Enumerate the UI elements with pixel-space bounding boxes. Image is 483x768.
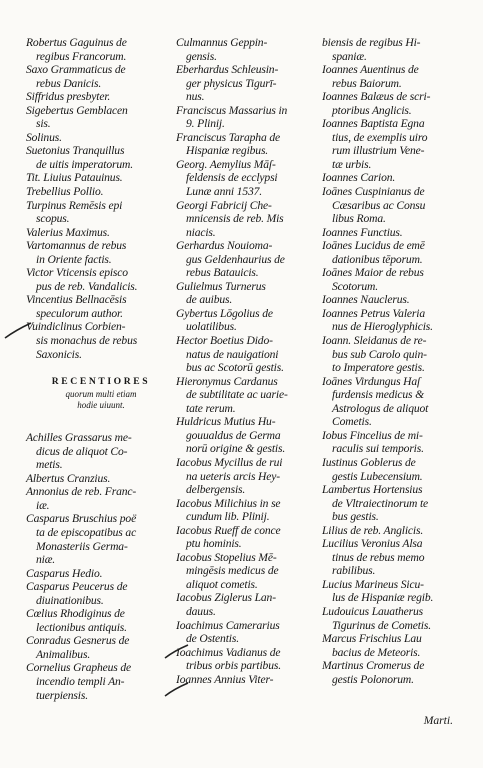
entry-line: Vartomannus de rebus [26,239,127,253]
margin-mark-vincentius [2,318,34,342]
catalog-entry [26,485,176,512]
entry-line: ger physicus Tigurī- [186,76,277,90]
entry-line: tius, de exemplis uiro [332,130,428,144]
entry-line: Tigurinus de Cometis. [332,618,431,632]
entry-line: tribus orbis partibus. [186,659,281,673]
entry-line: Ioānes Cuspinianus de [322,185,425,199]
entry-line: Cœlius Rhodiginus de [26,607,125,621]
catalog-entry [176,239,326,280]
entry-line: Ioannes Annius Viter- [176,672,274,686]
catalog-entry [26,512,176,566]
entry-line: iæ. [36,498,50,512]
entry-line: to Imperatore gestis. [332,361,425,375]
entry-line: Martinus Cromerus de [322,659,425,673]
entry-line: Ioannes Functius. [322,225,403,239]
catalog-entry [176,646,326,673]
entry-line: furdensis medicus & [332,388,425,402]
entry-line: Gerhardus Nouioma- [176,239,273,253]
entry-line: bus sub Carolo quin- [332,347,427,361]
catalog-entry [26,661,176,702]
catalog-entry [26,36,176,63]
entry-line: Iacobus Mycillus de rui [176,455,283,469]
entry-line: scopus. [36,212,70,226]
entry-line: Georgi Fabricij Che- [176,198,272,212]
entry-line: Suetonius Tranquillus [26,144,125,158]
entry-line: Solinus. [26,130,62,144]
catalog-entry [176,673,326,687]
catalog-entry [322,185,480,226]
entry-line: Franciscus Massarius in [176,103,288,117]
entry-line: bus gestis. [332,510,379,524]
entry-line: rum illustrium Vene- [332,144,425,158]
entry-line: dauus. [186,604,216,618]
catalog-entry [322,90,480,117]
catalog-entry [176,551,326,592]
entry-line: Turpinus Remēsis epi [26,198,123,212]
entry-line: Casparus Peucerus de [26,580,128,594]
entry-line: pus de reb. Vandalicis. [36,279,138,293]
entry-line: Franciscus Tarapha de [176,130,280,144]
right-entries [322,36,480,686]
entry-line: Cæsaribus ac Consu [332,198,426,212]
entry-line: Robertus Gaguinus de [26,36,127,49]
entry-line: Ioannes Balæus de scri- [322,90,431,104]
catalog-entry [176,36,326,63]
entry-line: biensis de regibus Hi- [322,36,421,49]
entry-line: Casparus Hedio. [26,566,103,580]
entry-line: de Ostentis. [186,632,239,646]
catalog-entry [26,472,176,486]
catalog-entry [26,293,176,320]
entry-line: Ioānes Lucidus de emē [322,239,425,253]
entry-line: Trebellius Pollio. [26,185,104,199]
entry-line: Huldricus Mutius Hu- [176,415,276,429]
catalog-entry [26,567,176,581]
catalog-entry [176,104,326,131]
catalog-entry [26,226,176,240]
entry-line: libus Roma. [332,212,386,226]
recentiores-heading: RECENTIORES [51,376,151,388]
entry-line: spaniæ. [332,49,367,63]
catalog-entry [26,185,176,199]
left-entries [26,36,176,361]
catalog-entry [26,266,176,293]
entry-line: Iacobus Rueff de conce [176,523,281,537]
entry-line: mingēsis medicus de [186,564,279,578]
entry-line: uolatilibus. [186,320,237,334]
entry-line: 9. Plinij. [186,117,225,131]
catalog-entry [26,131,176,145]
catalog-entry [176,280,326,307]
entry-line: incendio templi An- [36,674,125,688]
entry-line: Astrologus de aliquot [332,401,429,415]
catalog-entry [176,199,326,240]
entry-line: Ioannes Baptista Egna [322,117,425,131]
catalog-entry [176,591,326,618]
entry-line: Vuindiclinus Corbien- [26,320,126,334]
catalog-entry [322,483,480,524]
entry-line: bacius de Meteoris. [332,645,421,659]
column-right [322,36,480,686]
entry-line: de uitis imperatorum. [36,157,134,171]
entry-line: lus de Hispaniæ regib. [332,591,434,605]
entry-line: Ioannes Auentinus de [322,63,419,77]
entry-line: Cornelius Grapheus de [26,661,132,675]
entry-line: niacis. [186,225,216,239]
entry-line: rabilibus. [332,564,376,578]
catalog-entry [322,578,480,605]
entry-line: Victor Vticensis episco [26,266,128,280]
catalog-entry [322,537,480,578]
entry-line: gestis Lubecensium. [332,469,423,483]
entry-line: mnicensis de reb. Mis [186,212,284,226]
catalog-entry [322,524,480,538]
entry-line: de auibus. [186,293,233,307]
entry-line: Hector Boetius Dido- [176,334,273,348]
entry-line: sis. [36,117,51,131]
catalog-entry [26,580,176,607]
column-left [26,36,176,702]
entry-line: Casparus Bruschius poë [26,512,137,526]
entry-line: Annonius de reb. Franc- [26,485,137,499]
entry-line: regibus Francorum. [36,49,127,63]
catalog-entry [322,293,480,307]
catalog-entry [26,104,176,131]
catalog-entry [322,456,480,483]
margin-mark-ioachimus-camerarius [162,640,192,662]
catalog-entry [322,239,480,266]
left-entries-recentiores [26,431,176,702]
entry-line: aliquot cometis. [186,577,258,591]
entry-line: dationibus tēporum. [332,252,423,266]
catalog-entry [176,131,326,158]
entry-line: Lambertus Hortensius [322,483,423,497]
catalog-entry [26,171,176,185]
entry-line: Ioānes Maior de rebus [322,266,424,280]
catalog-entry [176,158,326,199]
entry-line: nus de Hieroglyphicis. [332,320,433,334]
catalog-entry [176,334,326,375]
entry-line: Hieronymus Cardanus [176,374,278,388]
entry-line: ptoribus Anglicis. [332,103,412,117]
catalog-entry [26,607,176,634]
entry-line: raculis sui temporis. [332,442,424,456]
catalog-entry [26,199,176,226]
entry-line: sis monachus de rebus [36,334,138,348]
entry-line: rebus Danicis. [36,76,102,90]
entry-line: Ioannes Petrus Valeria [322,306,425,320]
catchword: Marti. [423,714,453,727]
entry-line: Eberhardus Schleusin- [176,63,279,77]
entry-line: Cometis. [332,415,372,429]
entry-line: Albertus Cranzius. [26,471,111,485]
entry-line: gestis Polonorum. [332,672,414,686]
catalog-entry [176,63,326,104]
entry-line: ta de episcopatibus ac [36,525,137,539]
entry-line: feldensis de ecclypsi [186,171,278,185]
entry-line: diuinationibus. [36,593,104,607]
entry-line: in Oriente factis. [36,252,112,266]
entry-line: de Vltraiectinorum te [332,496,429,510]
entry-line: Ioānes Virdungus Haſ [322,374,421,388]
entry-line: Iobus Fincelius de mi- [322,428,423,442]
entry-line: Ioachimus Vadianus de [176,645,281,659]
entry-line: natus de nauigationi [186,347,279,361]
entry-line: Hispaniæ regibus. [186,144,269,158]
catalog-entry [176,375,326,416]
catalog-entry [26,320,176,361]
entry-line: Sigebertus Gemblacen [26,103,128,117]
catalog-entry [26,144,176,171]
catalog-entry [322,36,480,63]
entry-line: nus. [186,90,205,104]
catalog-entry [322,632,480,659]
catalog-entry [322,334,480,375]
entry-line: metis. [36,458,63,472]
entry-line: gus Geldenhaurius de [186,252,285,266]
middle-entries [176,36,326,686]
entry-line: rebus Batauicis. [186,266,259,280]
catalog-entry [322,266,480,293]
entry-line: Vincentius Bellnacēsis [26,293,127,307]
entry-line: Lucilius Veronius Alsa [322,537,423,551]
catalog-entry [26,239,176,266]
entry-line: Siffridus presbyter. [26,90,111,104]
entry-line: Tit. Liuius Patauinus. [26,171,123,185]
entry-line: dicus de aliquot Co- [36,444,128,458]
entry-line: Saxonicis. [36,347,82,361]
entry-line: Animalibus. [36,647,91,661]
entry-line: Iacobus Milichius in se [176,496,281,510]
entry-line: Ioann. Sleidanus de re- [322,334,427,348]
entry-line: Lilius de reb. Anglicis. [322,523,424,537]
catalog-entry [322,63,480,90]
entry-line: tinus de rebus memo [332,550,425,564]
catalog-entry [322,659,480,686]
entry-line: Marcus Frischius Lau [322,632,422,646]
catalog-entry [26,431,176,472]
entry-line: Ioannes Carion. [322,171,396,185]
entry-line: ptu hominis. [186,537,242,551]
entry-line: Conradus Gesnerus de [26,634,130,648]
entry-line: Iacobus Stopelius Mē- [176,550,277,564]
entry-line: Iacobus Ziglerus Lan- [176,591,276,605]
entry-line: Ludouicus Lauatherus [322,604,424,618]
entry-line: na ueteris arcis Hey- [186,469,280,483]
entry-line: Lucius Marineus Sicu- [322,577,424,591]
entry-line: de subtilitate ac uarie- [186,388,288,402]
recentiores-subheading-line1: quorum multi etiam [65,389,137,400]
entry-line: tuerpiensis. [36,688,88,702]
catalog-entry [322,429,480,456]
entry-line: niæ. [36,553,56,567]
entry-line: Monasteriis Germa- [36,539,128,553]
entry-line: gouualdus de Germa [186,428,281,442]
entry-line: Ioachimus Camerarius [176,618,280,632]
entry-line: Ioannes Nauclerus. [322,293,410,307]
catalog-entry [176,524,326,551]
margin-mark-ioachimus-vadianus [162,678,192,700]
catalog-entry [322,117,480,171]
entry-line: Valerius Maximus. [26,225,110,239]
column-middle [176,36,326,686]
catalog-entry [322,375,480,429]
catalog-entry [176,456,326,497]
entry-line: Achilles Grassarus me- [26,431,132,445]
entry-line: Saxo Grammaticus de [26,63,126,77]
catalog-entry [26,90,176,104]
catalog-entry [26,634,176,661]
recentiores-subheading-line2: hodie uiuunt. [77,400,125,411]
entry-line: Georg. Aemylius Māſ- [176,157,276,171]
entry-line: Scotorum. [332,279,378,293]
catalog-entry [176,619,326,646]
entry-line: Lunæ anni 1537. [186,185,263,199]
catalog-entry [176,497,326,524]
catalog-entry [176,307,326,334]
entry-line: bus ac Scotorū gestis. [186,361,284,375]
catalog-entry [322,307,480,334]
catalog-entry [176,415,326,456]
entry-line: delbergensis. [186,483,246,497]
entry-line: Culmannus Geppin- [176,36,268,49]
entry-line: tæ urbis. [332,157,372,171]
entry-line: tate rerum. [186,401,236,415]
entry-line: Gulielmus Turnerus [176,279,266,293]
catalog-entry [322,605,480,632]
catalog-entry [322,171,480,185]
entry-line: Iustinus Goblerus de [322,455,416,469]
entry-line: Gybertus Lōgolius de [176,306,273,320]
entry-line: cundum lib. Plinij. [186,510,270,524]
entry-line: gensis. [186,49,217,63]
catalog-entry [26,63,176,90]
entry-line: rebus Baiorum. [332,76,402,90]
catalog-entry [322,226,480,240]
entry-line: speculorum author. [36,306,123,320]
entry-line: norū origine & gestis. [186,442,286,456]
entry-line: lectionibus antiquis. [36,620,127,634]
